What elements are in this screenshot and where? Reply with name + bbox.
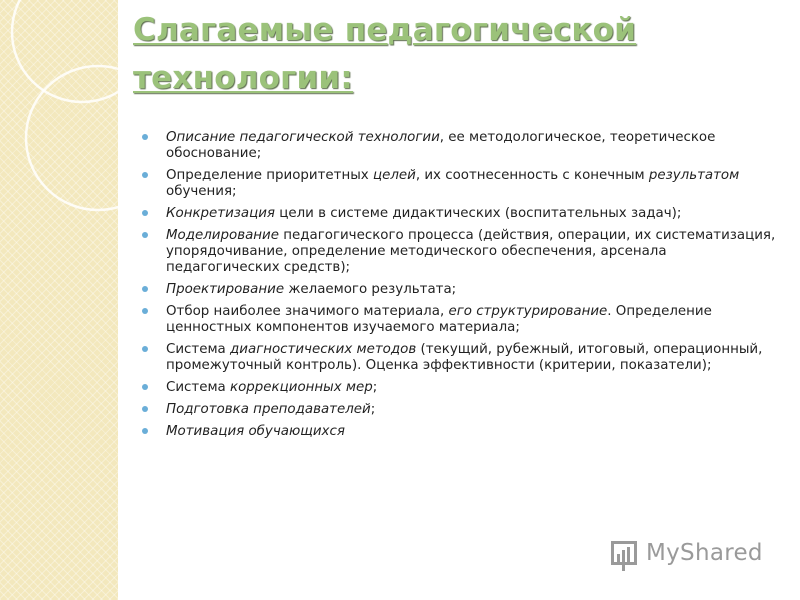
bullet-text: Отбор наиболее значимого материала, [166,304,449,319]
bullet-text-italic: коррекционных мер [230,380,373,395]
bullet-text: Определение приоритетных [166,168,373,183]
bullet-text-italic: Подготовка преподавателей [166,402,371,417]
bullet-dot-icon [142,308,148,314]
bullet-dot-icon [142,428,148,434]
bullet-text: педагогического процесса (действия, операции, их систематизация, упорядочивание, определение методического обеспечения, арсенала педагогических средств); [166,228,776,275]
watermark-text: MyShared [646,540,763,566]
bullet-item [147,206,777,222]
bullet-text: ; [370,402,376,417]
bullet-text: цели в системе дидактических (воспитательных задач); [274,206,682,221]
decorative-circles [0,0,150,260]
slide-title-line-2: технологии: [133,60,353,96]
bullet-list [147,130,777,446]
bullet-text-italic: его структурирование [448,304,608,319]
bullet-text: Система [166,342,231,357]
bullet-dot-icon [142,406,148,412]
bullet-dot-icon [142,346,148,352]
bullet-text-italic: Описание педагогической технологии [166,130,440,145]
bullet-item [147,380,777,396]
bullet-text-italic: Проектирование [166,282,285,297]
bullet-item [147,228,777,276]
bullet-text: , ее методологическое, теоретическое обоснование; [166,130,716,161]
bullet-text: (текущий, рубежный, итоговый, операционный, промежуточный контроль). Оценка эффективности (критерии, показатели); [166,342,763,373]
bullet-item [147,424,777,440]
bullet-text: ; [372,380,378,395]
presentation-board-icon [607,538,641,572]
bullet-dot-icon [142,210,148,216]
bullet-text: , их соотнесенность с конечным [415,168,649,183]
bullet-text-italic: целей [372,168,416,183]
bullet-text-italic: Мотивация обучающихся [166,424,345,439]
bullet-dot-icon [142,172,148,178]
slide-title-line-1: Слагаемые педагогической [133,12,637,48]
bullet-item [147,402,777,418]
bullet-item [147,130,777,162]
bullet-text: обучения; [166,184,237,199]
bullet-text: . Определение ценностных компонентов изучаемого материала; [166,304,712,335]
bullet-text-italic: диагностических методов [230,342,417,357]
bullet-text-italic: Моделирование [166,228,279,243]
myshared-watermark [607,538,767,574]
bullet-dot-icon [142,134,148,140]
slide-title [133,6,653,102]
bullet-text-italic: результатом [648,168,740,183]
bullet-item [147,168,777,200]
bullet-text: Система [166,380,231,395]
bullet-text: желаемого результата; [284,282,457,297]
bullet-text-italic: Конкретизация [166,206,275,221]
bullet-item [147,304,777,336]
bullet-item [147,342,777,374]
bullet-dot-icon [142,232,148,238]
bullet-dot-icon [142,286,148,292]
bullet-dot-icon [142,384,148,390]
bullet-item [147,282,777,298]
